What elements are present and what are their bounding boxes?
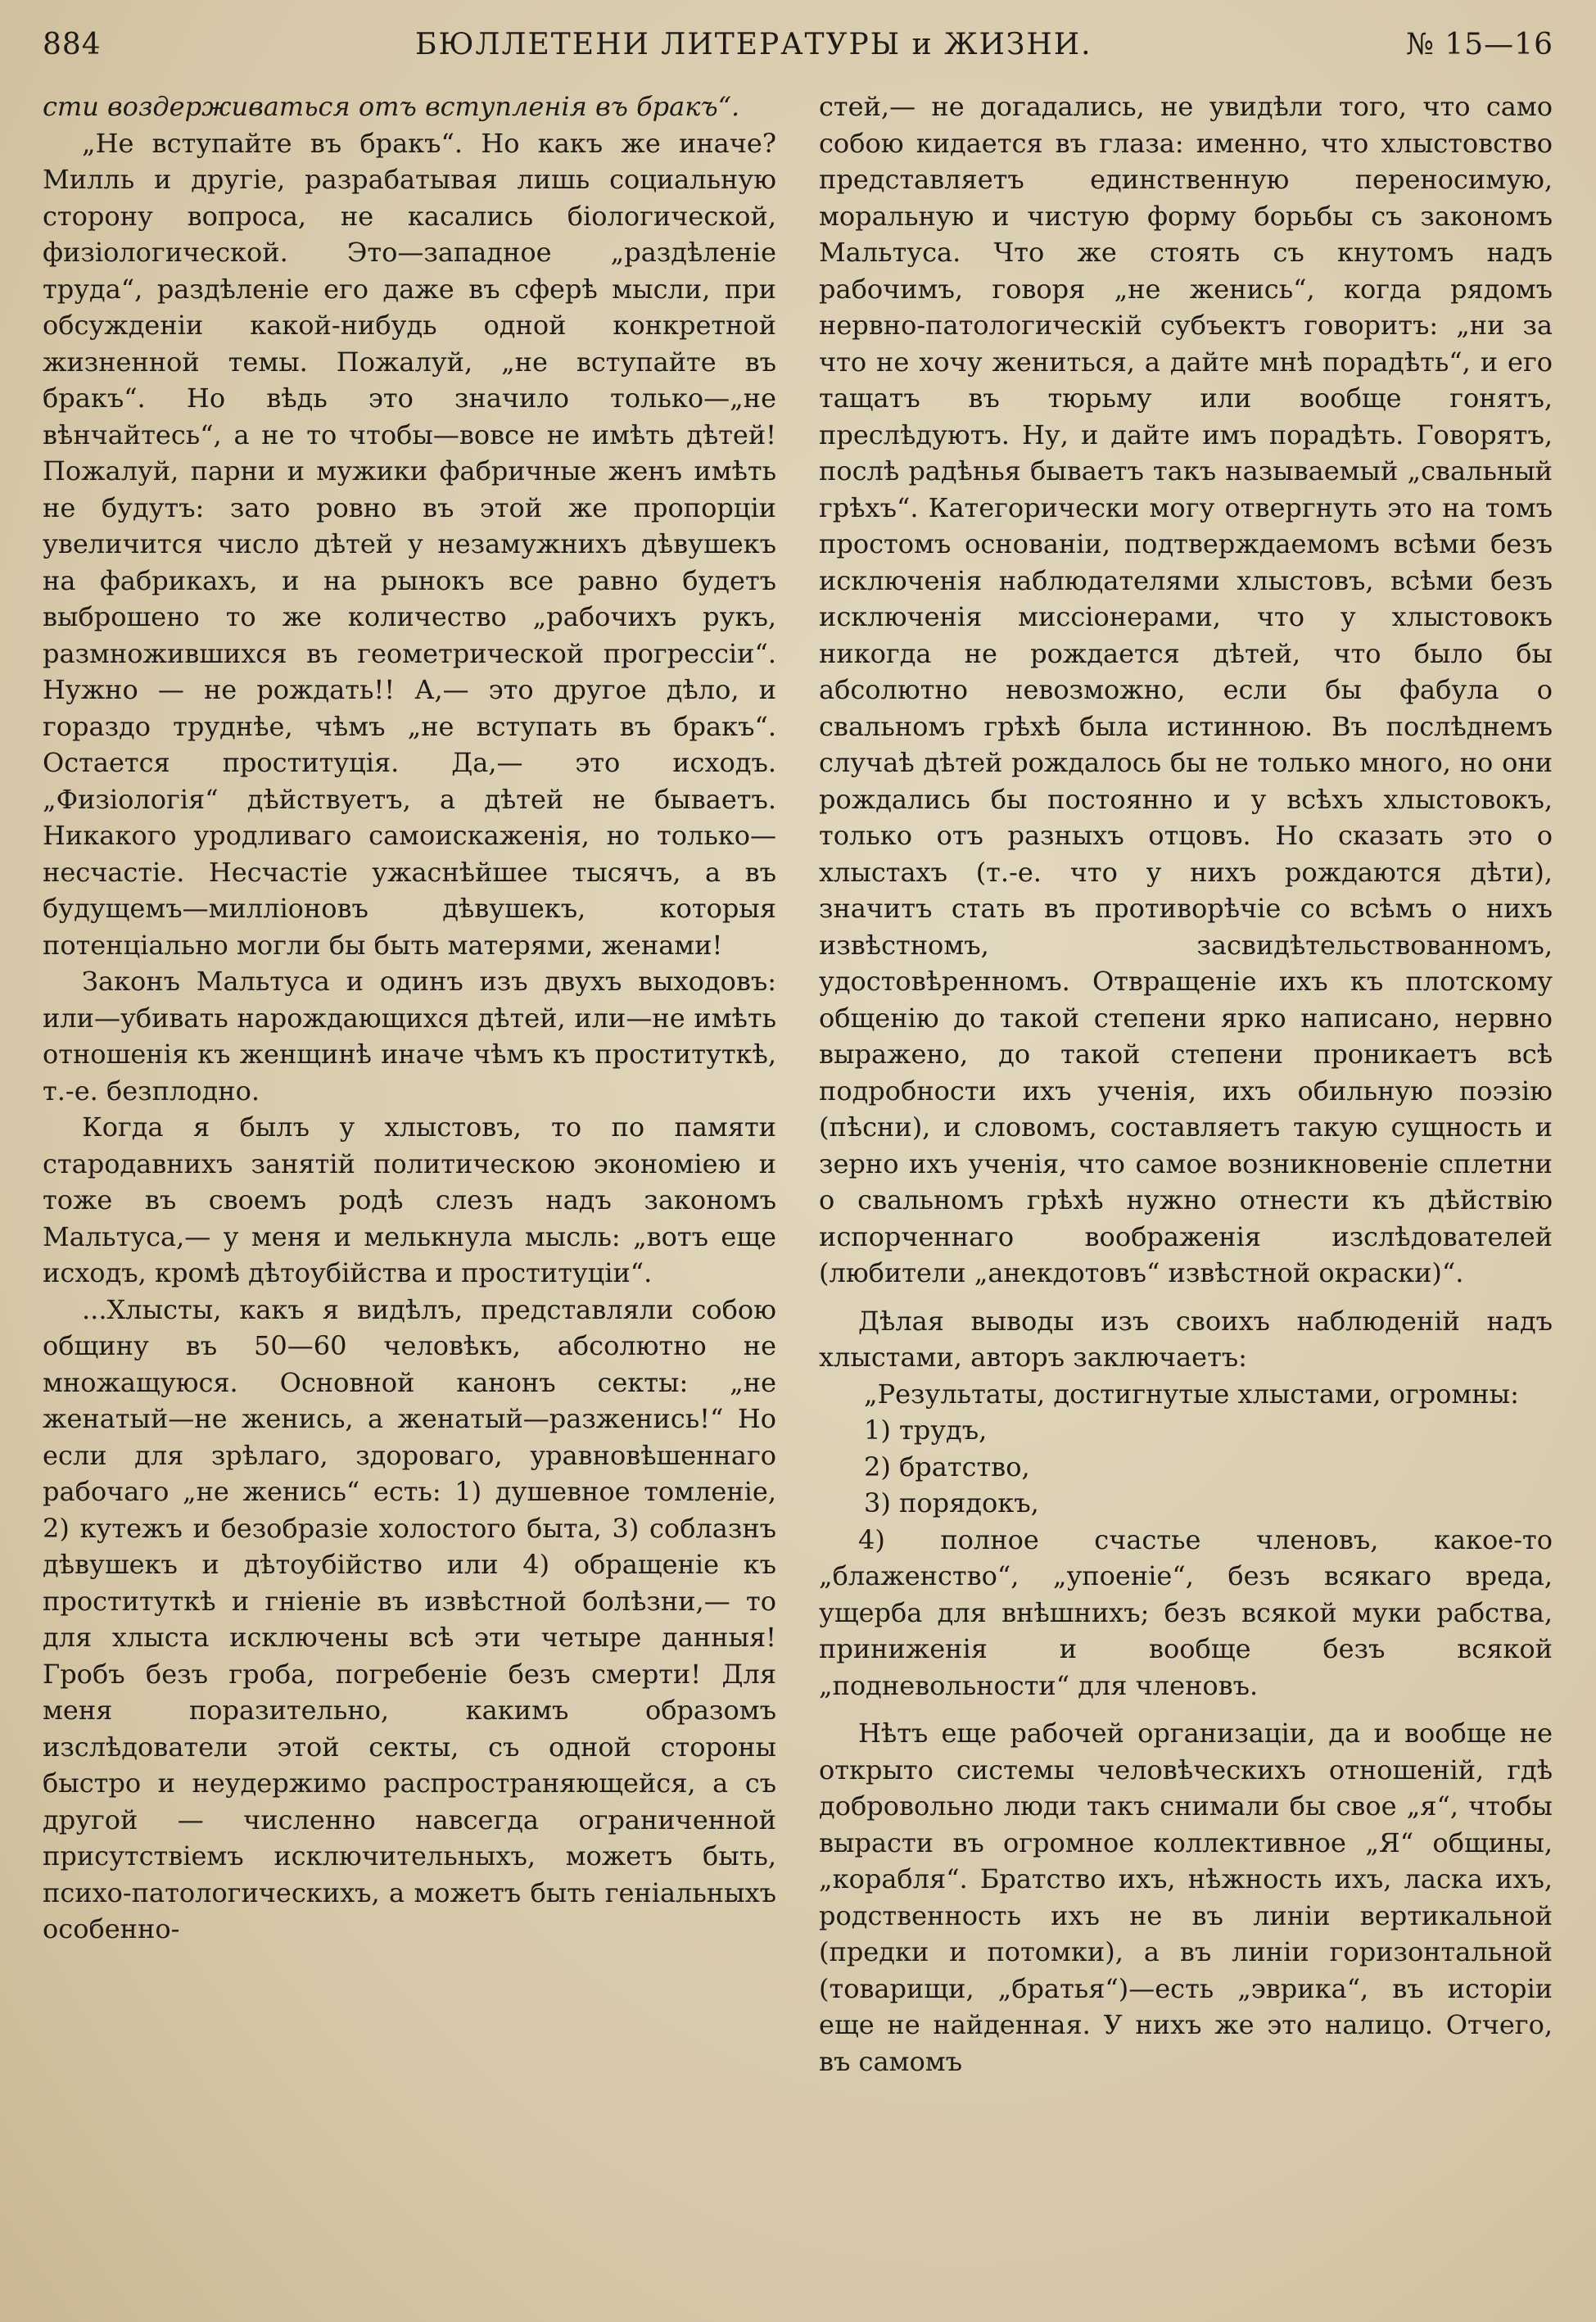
list-item: „Результаты, достигнутые хлыстами, огромны: [864,1378,1519,1410]
right-column [819,88,1553,2080]
paragraph: стей,— не догадались, не увидѣли того, что само собою кидается въ глаза: именно, что хлыстовство представляетъ единственную переносимую, моральную и чистую форму борьбы съ закономъ Мальтуса. Что же стоять съ кнутомъ надъ рабочимъ, говоря „не женись“, когда рядомъ нервно-патологическій субъектъ говоритъ: „ни за что не хочу жениться, а дайте мнѣ порадѣть“, и его тащатъ въ тюрьму или вообще гонятъ, преслѣдуютъ. Ну, и дайте имъ порадѣть. Говорятъ, послѣ радѣнья бываетъ такъ называемый „свальный грѣхъ“. Категорически могу отвергнуть это на томъ простомъ основаніи, подтверждаемомъ всѣми безъ исключенія наблюдателями хлыстовъ, всѣми безъ исключенія миссіонерами, что у хлыстовокъ никогда не рождается дѣтей, что было бы абсолютно невозможно, если бы фабула о свальномъ грѣхѣ была истинною. Въ послѣднемъ случаѣ дѣтей рождалось бы не только много, но они рождались бы постоянно и у всѣхъ хлыстовокъ, только отъ разныхъ отцовъ. Но сказать это о хлыстахъ (т.-е. что у нихъ рождаются дѣти), значитъ стать въ противорѣчіе со всѣмъ о нихъ извѣстномъ, засвидѣтельствованномъ, удостовѣренномъ. Отвращеніе ихъ къ плотскому общенію до такой степени ярко написано, нервно выражено, до такой степени проникаетъ всѣ подробности ихъ ученія, ихъ обильную поэзію (пѣсни), и словомъ, составляетъ такую сущность и зерно ихъ ученія, что самое возникновеніе сплетни о свальномъ грѣхѣ нужно отнести къ дѣйствію испорченнаго воображенія изслѣдователей (любители „анекдотовъ“ извѣстной окраски)“. [819,91,1553,1288]
list-item: 3) порядокъ, [864,1487,1039,1519]
paragraph: 4) полное счастье членовъ, какое-то „блаженство“, „упоеніе“, безъ всякаго вреда, ущерба для внѣшнихъ; безъ всякой муки рабства, приниженія и вообще безъ всякой „подневольности“ для членовъ. [819,1523,1553,1701]
issue-number: № 15—16 [1405,28,1553,61]
left-column [43,88,776,2080]
paragraph: Дѣлая выводы изъ своихъ наблюденій надъ хлыстами, авторъ заключаетъ: [819,1305,1553,1373]
text-columns [43,88,1553,2080]
running-header [43,28,1553,67]
journal-title: БЮЛЛЕТЕНИ ЛИТЕРАТУРЫ и ЖИЗНИ. [415,28,1092,61]
paragraph: сти воздерживаться отъ вступленія въ бракъ“. [43,91,740,122]
paragraph: „Не вступайте въ бракъ“. Но какъ же иначе? Милль и другіе, разрабатывая лишь социальную сторону вопроса, не касались біологической, физіологической. Это—западное „раздѣленіе труда“, раздѣленіе его даже въ сферѣ мысли, при обсужденіи какой-нибудь одной конкретной жизненной темы. Пожалуй, „не вступайте въ бракъ“. Но вѣдь это значило только—„не вѣнчайтесь“, а не то чтобы—вовсе не имѣть дѣтей! Пожалуй, парни и мужики фабричные женъ имѣть не будутъ: зато ровно въ этой же пропорціи увеличится число дѣтей у незамужнихъ дѣвушекъ на фабрикахъ, и на рынокъ все равно будетъ выброшено то же количество „рабочихъ рукъ, размножившихся въ геометрической прогрессіи“. Нужно — не рождать!! А,— это другое дѣло, и гораздо труднѣе, чѣмъ „не вступать въ бракъ“. Остается проституція. Да,— это исходъ. „Физіологія“ дѣйствуетъ, а дѣтей не бываетъ. Никакого уродливаго самоискаженія, но только—несчастіе. Несчастіе ужаснѣйшее тысячъ, а въ будущемъ—милліоновъ дѣвушекъ, которыя потенціально могли бы быть матерями, женами! [43,127,776,961]
paragraph: Законъ Мальтуса и одинъ изъ двухъ выходовъ: или—убивать нарождающихся дѣтей, или—не имѣть отношенія къ женщинѣ иначе чѣмъ къ проституткѣ, т.-е. безплодно. [43,966,776,1107]
page-number: 884 [43,28,102,61]
paragraph: Нѣтъ еще рабочей организаціи, да и вообще не открыто системы человѣческихъ отношеній, гдѣ добровольно люди такъ снимали бы свое „я“, чтобы вырасти въ огромное коллективное „Я“ общины, „корабля“. Братство ихъ, нѣжность ихъ, ласка ихъ, родственность ихъ не въ линіи вертикальной (предки и потомки), а въ линіи горизонтальной (товарищи, „братья“)—есть „эврика“, въ исторіи еще не найденная. У нихъ же это налицо. Отчего, въ самомъ [819,1718,1553,2077]
paragraph: ...Хлысты, какъ я видѣлъ, представляли собою общину въ 50—60 человѣкъ, абсолютно не множащуюся. Основной канонъ секты: „не женатый—не женись, а женатый—разженись!“ Но если для зрѣлаго, здороваго, уравновѣшеннаго рабочаго „не женись“ есть: 1) душевное томленіе, 2) кутежъ и безобразіе холостого быта, 3) соблазнъ дѣвушекъ и дѣтоубійство или 4) обращеніе къ проституткѣ и гніеніе въ извѣстной болѣзни,— то для хлыста исключены всѣ эти четыре данныя! Гробъ безъ гроба, погребеніе безъ смерти! Для меня поразительно, какимъ образомъ изслѣдователи этой секты, съ одной стороны быстро и неудержимо распространяющейся, а съ другой — численно навсегда ограниченной присутствіемъ исключительныхъ, можетъ быть, психо-патологическихъ, а можетъ быть геніальныхъ особенно- [43,1293,776,1944]
paragraph: Когда я былъ у хлыстовъ, то по памяти стародавнихъ занятій политическою экономіею и тоже въ своемъ родѣ слезъ надъ закономъ Мальтуса,— у меня и мелькнула мысль: „вотъ еще исходъ, кромѣ дѣтоубійства и проституціи“. [43,1111,776,1288]
list-item: 1) трудъ, [864,1414,988,1446]
list-item: 2) братство, [864,1451,1030,1482]
